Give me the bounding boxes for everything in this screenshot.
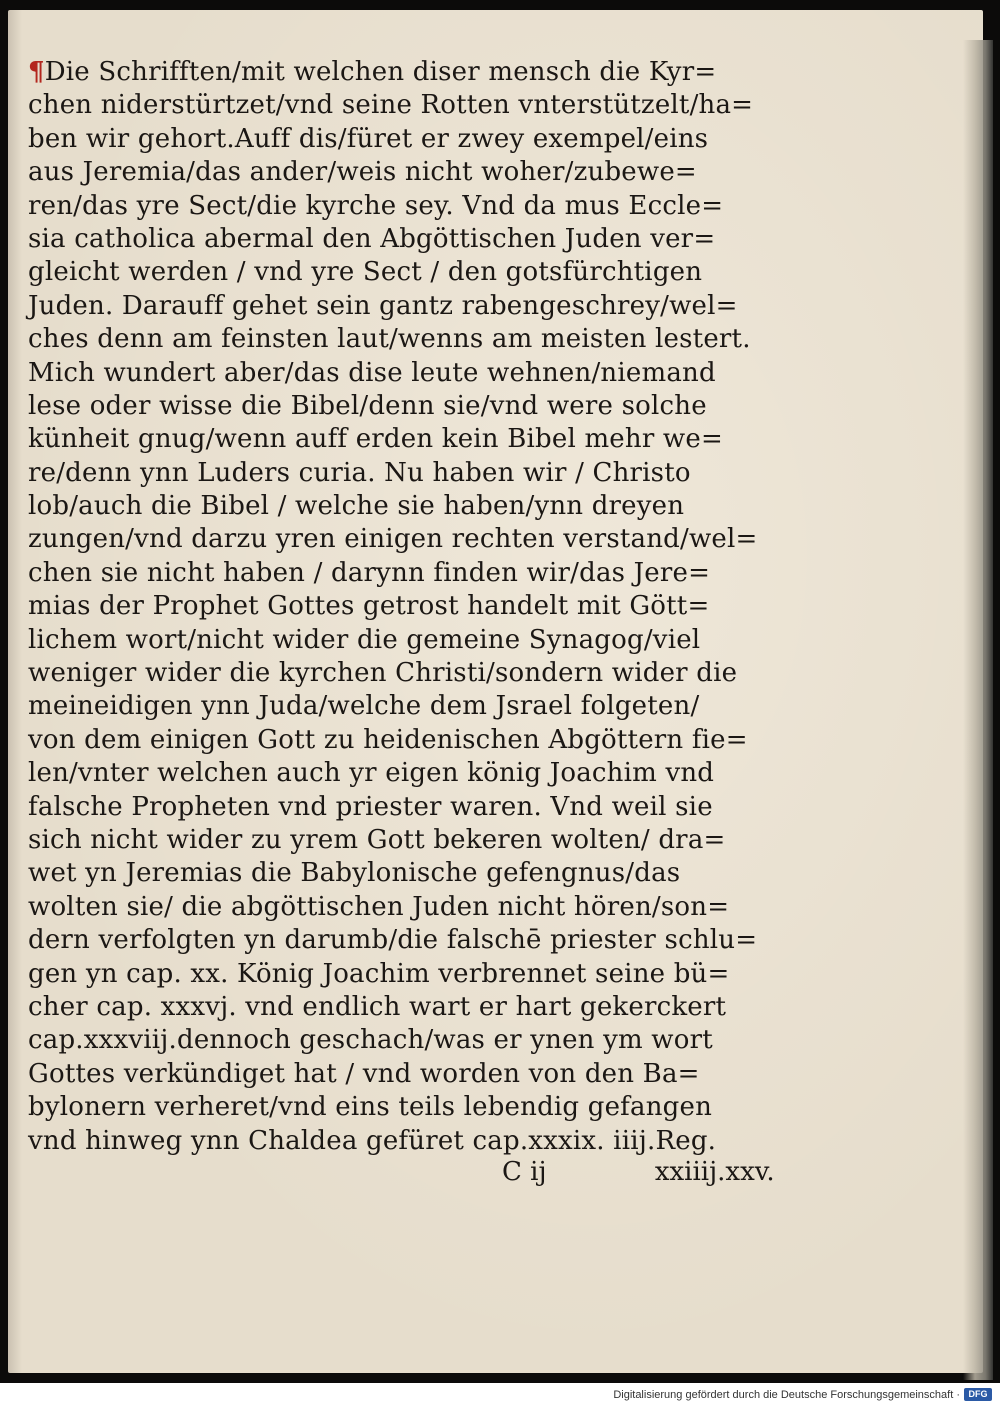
text-line-27: dern verfolgten yn darumb/die falschē priester schlu= (28, 925, 758, 956)
text-line-24: sich nicht wider zu yrem Gott bekeren wolten/ dra= (28, 824, 726, 855)
text-line-7: gleicht werden / vnd yre Sect / den gotsfürchtigen (28, 257, 703, 288)
main-text-block (28, 56, 798, 1158)
text-line-20: meineidigen ynn Juda/welche dem Jsrael folgeten/ (28, 691, 700, 722)
text-line-21: von dem einigen Gott zu heidenischen Abgöttern fie= (28, 724, 748, 755)
text-line-8: Juden. Darauff gehet sein gantz rabengeschrey/wel= (28, 290, 738, 321)
text-line-23: falsche Propheten vnd priester waren. Vnd weil sie (28, 791, 713, 822)
text-line-11: lese oder wisse die Bibel/denn sie/vnd were solche (28, 390, 707, 421)
text-line-10: Mich wundert aber/das dise leute wehnen/niemand (28, 357, 716, 388)
catchword: xxiiij.xxv. (654, 1157, 775, 1187)
text-line-9: ches denn am feinsten laut/wenns am meisten lestert. (28, 324, 751, 355)
text-line-14: lob/auch die Bibel / welche sie haben/ynn dreyen (28, 491, 685, 522)
text-line-19: weniger wider die kyrchen Christi/sondern wider die (28, 658, 738, 689)
paragraph-mark: ¶ (28, 57, 45, 87)
page-edge (963, 40, 993, 1380)
text-line-30: cap.xxxviij.dennoch geschach/was er ynen ym wort (28, 1025, 713, 1056)
text-line-15: zungen/vnd darzu yren einigen rechten verstand/wel= (28, 524, 758, 555)
text-line-18: lichem wort/nicht wider die gemeine Synagog/viel (28, 624, 701, 655)
text-line-12: künheit gnug/wenn auff erden kein Bibel mehr we= (28, 424, 723, 455)
text-line-33: vnd hinweg ynn Chaldea gefüret cap.xxxix. iiij.Reg. (28, 1125, 717, 1156)
text-line-32: bylonern verheret/vnd eins teils lebendig gefangen (28, 1092, 713, 1123)
text-line-6: sia catholica abermal den Abgöttischen Juden ver= (28, 223, 716, 254)
text-line-2: chen niderstürtzet/vnd seine Rotten vnterstützelt/ha= (28, 90, 754, 121)
text-line-3: ben wir gehort.Auff dis/füret er zwey exempel/eins (28, 123, 709, 154)
dfg-logo: DFG (964, 1388, 992, 1401)
digitization-credit: Digitalisierung gefördert durch die Deutsche Forschungsgemeinschaft · (613, 1389, 960, 1401)
text-line-26: wolten sie/ die abgöttischen Juden nicht hören/son= (28, 891, 730, 922)
text-line-4: aus Jeremia/das ander/weis nicht woher/zubewe= (28, 157, 697, 188)
signature-mark: C ij (502, 1157, 547, 1187)
text-line-28: gen yn cap. xx. König Joachim verbrennet seine bü= (28, 958, 730, 989)
text-line-25: wet yn Jeremias die Babylonische gefengnus/das (28, 858, 681, 889)
text-line-22: len/vnter welchen auch yr eigen könig Joachim vnd (28, 758, 715, 789)
book-page (8, 10, 983, 1373)
text-line-13: re/denn ynn Luders curia. Nu haben wir / Christo (28, 457, 691, 488)
text-line-29: cher cap. xxxvj. vnd endlich wart er hart gekerckert (28, 991, 727, 1022)
page-footer-line (502, 1152, 775, 1192)
text-line-1: ¶Die Schrifften/mit welchen diser mensch die Kyr= (28, 57, 717, 87)
text-line-16: chen sie nicht haben / darynn finden wir/das Jere= (28, 557, 711, 588)
text-line-17: mias der Prophet Gottes getrost handelt mit Gött= (28, 591, 710, 622)
text-line-5: ren/das yre Sect/die kyrche sey. Vnd da mus Eccle= (28, 190, 724, 221)
text-line-31: Gottes verkündiget hat / vnd worden von den Ba= (28, 1058, 700, 1089)
